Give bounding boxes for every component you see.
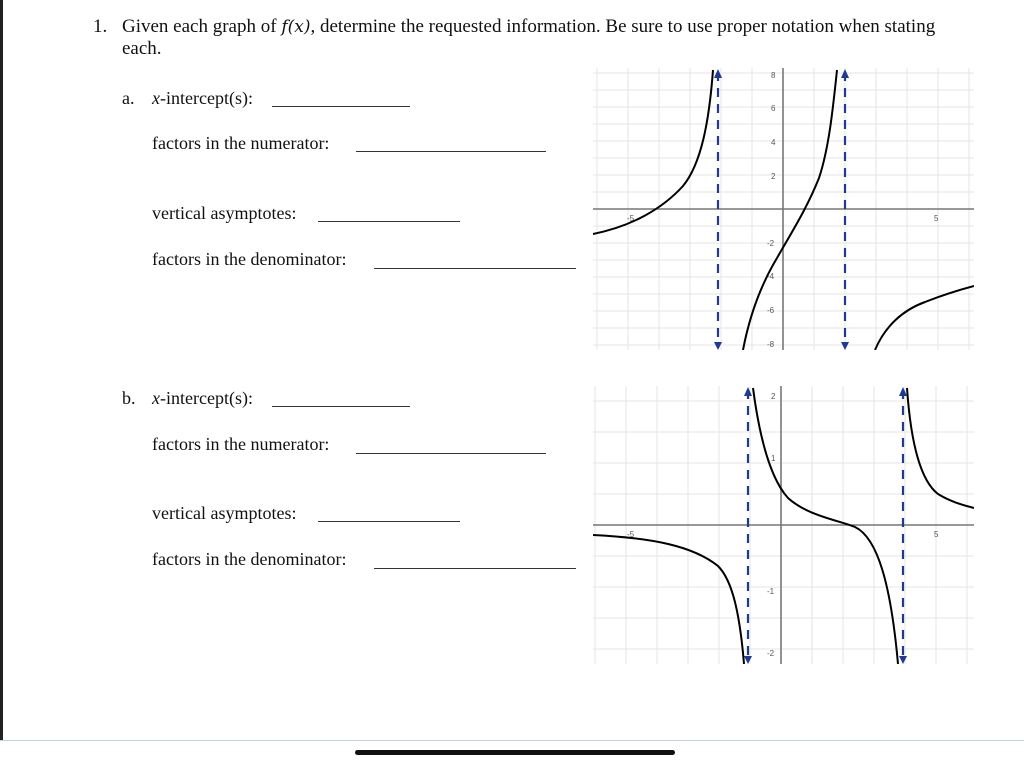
graph-a-x-tick-neg5: -5 — [627, 214, 635, 223]
part-b-x-intercepts-label — [152, 388, 253, 409]
graph-b-x-tick-neg5: -5 — [627, 530, 635, 539]
part-a-numerator-label: factors in the numerator: — [152, 133, 330, 153]
part-b-marker: b. — [122, 388, 136, 408]
part-b-numerator-label: factors in the numerator: — [152, 434, 330, 454]
function-notation: f(x) — [281, 17, 311, 37]
part-a-x-intercepts-answer-blank[interactable] — [272, 106, 410, 107]
part-a-asymptotes-answer-blank[interactable] — [318, 221, 460, 222]
graph-a-y-tick-4: 4 — [771, 138, 776, 147]
part-b-numerator-answer-blank[interactable] — [356, 453, 546, 454]
graph-a-y-tick-2: 2 — [771, 172, 776, 181]
prompt-text-start: Given each graph of — [122, 16, 282, 37]
question-number: 1. — [93, 16, 108, 37]
graph-b-y-tick-neg1: -1 — [767, 587, 775, 596]
graph-b-y-tick-neg2: -2 — [767, 649, 775, 658]
graph-a-y-tick-6: 6 — [771, 104, 776, 113]
x-variable: x — [152, 388, 160, 408]
part-b-denominator-label: factors in the denominator: — [152, 549, 347, 569]
graph-a-y-tick-neg4: -4 — [767, 272, 775, 281]
part-a-denominator-answer-blank[interactable] — [374, 268, 576, 269]
graph-b — [593, 386, 974, 664]
x-variable: x — [152, 88, 160, 108]
graph-a — [593, 68, 974, 350]
part-b-asymptotes-label: vertical asymptotes: — [152, 503, 297, 523]
part-a-marker: a. — [122, 88, 135, 108]
graph-a-y-tick-neg6: -6 — [767, 306, 775, 315]
prompt-text-end: , determine the requested information. Be sure to use proper notation when stating each. — [122, 16, 936, 59]
part-b-x-intercepts-answer-blank[interactable] — [272, 406, 410, 407]
graph-a-y-tick-neg2: -2 — [767, 239, 775, 248]
graph-b-y-tick-1: 1 — [771, 454, 776, 463]
graph-b-y-tick-2: 2 — [771, 392, 776, 401]
question-prompt — [122, 16, 952, 60]
page-left-border — [0, 0, 3, 740]
part-b-denominator-answer-blank[interactable] — [374, 568, 576, 569]
graph-a-y-tick-neg8: -8 — [767, 340, 775, 349]
x-intercepts-text: -intercept(s): — [160, 88, 253, 108]
home-indicator-bar[interactable] — [355, 750, 675, 755]
part-a-numerator-answer-blank[interactable] — [356, 151, 546, 152]
x-intercepts-text: -intercept(s): — [160, 388, 253, 408]
graph-a-y-tick-8: 8 — [771, 71, 776, 80]
page-bottom-divider — [0, 740, 1024, 741]
part-a-asymptotes-label: vertical asymptotes: — [152, 203, 297, 223]
graph-b-x-tick-5: 5 — [934, 530, 939, 539]
graph-a-x-tick-5: 5 — [934, 214, 939, 223]
part-a-x-intercepts-label — [152, 88, 253, 109]
part-a-denominator-label: factors in the denominator: — [152, 249, 347, 269]
part-b-asymptotes-answer-blank[interactable] — [318, 521, 460, 522]
